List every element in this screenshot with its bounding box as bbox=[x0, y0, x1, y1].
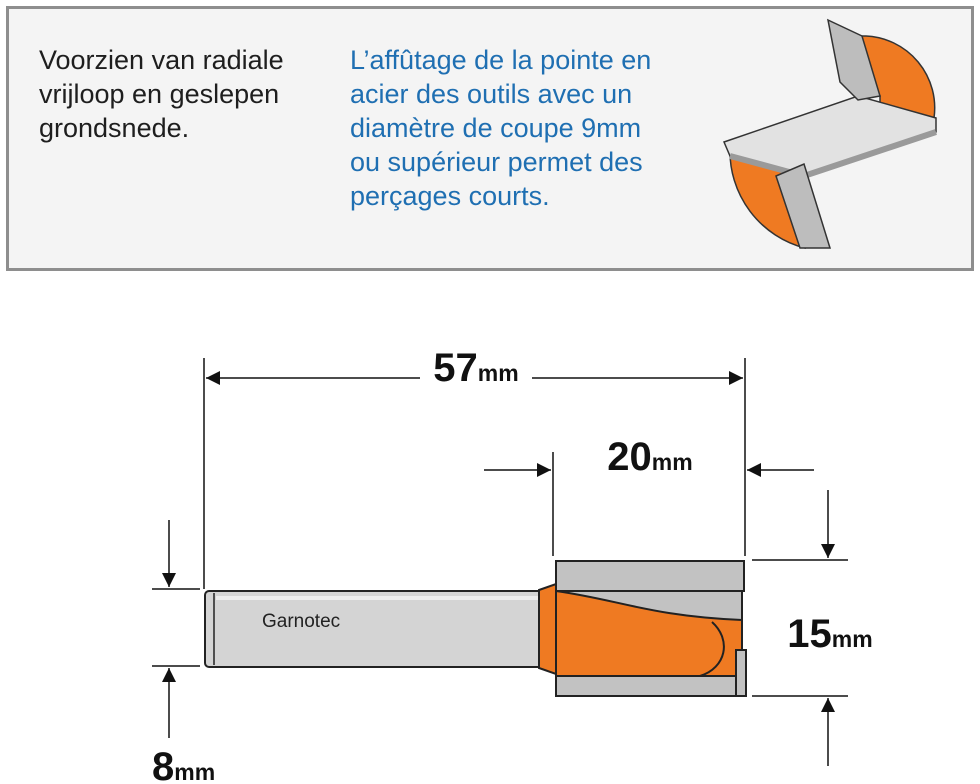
cutter-tip-illustration bbox=[724, 20, 936, 248]
dimension-cutting-diameter bbox=[752, 490, 873, 766]
description-french-line: ou supérieur permet des bbox=[350, 147, 643, 177]
cutter-neck bbox=[539, 584, 556, 674]
description-french-line: acier des outils avec un bbox=[350, 79, 633, 109]
cutter-bottom-blade bbox=[556, 676, 744, 696]
dimension-label: 20mm bbox=[607, 435, 693, 479]
cutter-top-blade bbox=[556, 561, 744, 591]
shank-body bbox=[205, 591, 551, 667]
description-dutch-line: Voorzien van radiale bbox=[39, 45, 284, 75]
description-french-line: diamètre de coupe 9mm bbox=[350, 113, 642, 143]
brand-label: Garnotec bbox=[262, 611, 341, 632]
dimension-label: 15mm bbox=[787, 612, 873, 656]
description-french-line: perçages courts. bbox=[350, 181, 550, 211]
description-dutch-line: grondsnede. bbox=[39, 113, 190, 143]
shank bbox=[205, 591, 551, 667]
dimension-label: 8mm bbox=[152, 745, 216, 784]
description-dutch-line: vrijloop en geslepen bbox=[39, 79, 280, 109]
description-french-line: L’affûtage de la pointe en bbox=[350, 45, 652, 75]
dimension-label: 57mm bbox=[433, 346, 519, 390]
dimension-cutting-length bbox=[484, 435, 814, 556]
cutter-side-blade bbox=[736, 650, 746, 696]
cutting-head bbox=[539, 561, 746, 696]
